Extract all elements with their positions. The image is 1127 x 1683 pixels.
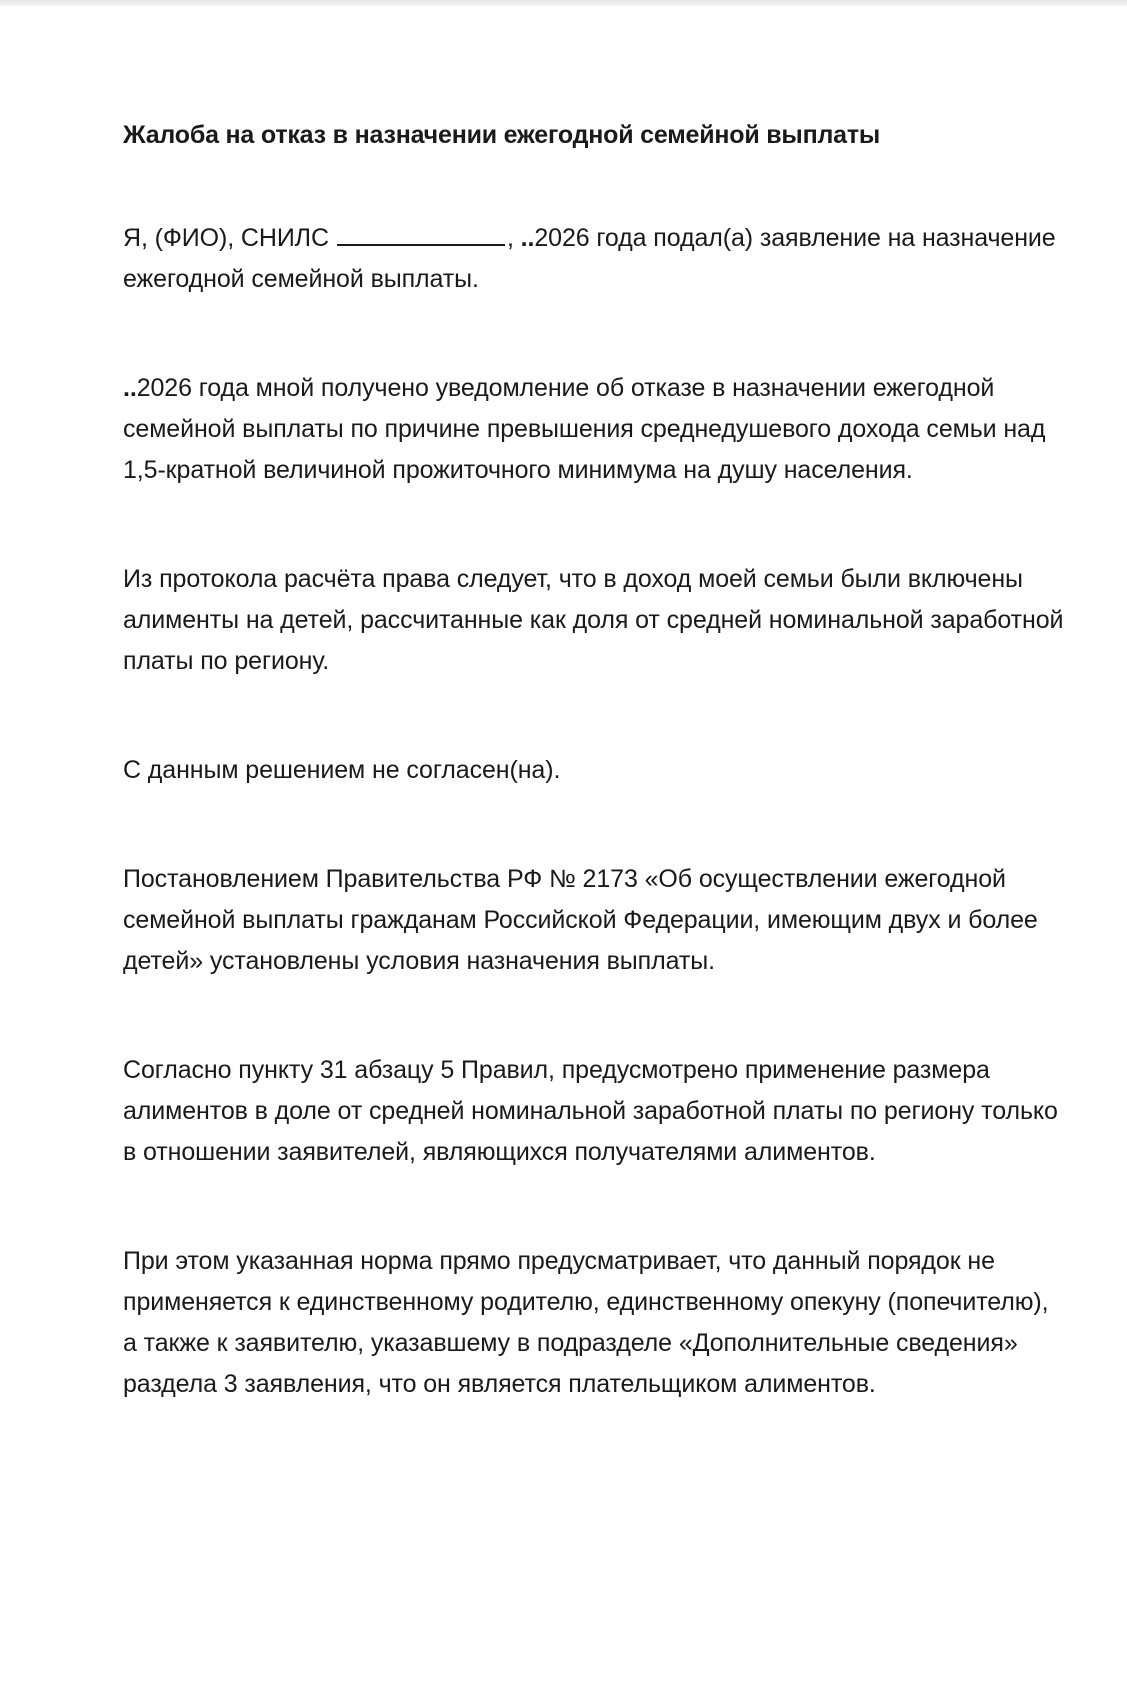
top-divider bbox=[0, 0, 1127, 6]
paragraph-exception: При этом указанная норма прямо предусматривает, что данный порядок не применяется к единственному родителю, единственному опекуну (попечителю), а также к заявителю, указавшему в подразделе «Дополнительные сведения» раздела 3 заявления, что он является плательщиком алиментов. bbox=[123, 1247, 1049, 1398]
date-placeholder-dots: .. bbox=[520, 224, 535, 252]
refusal-text: 2026 года мной получено уведомление об отказе в назначении ежегодной семейной выплаты по причине превышения среднедушевого дохода семьи над 1,5-кратной величиной прожиточного минимума на душу населения. bbox=[123, 374, 1046, 484]
applicant-intro: Я, (ФИО), СНИЛС bbox=[123, 224, 329, 252]
snils-blank-field bbox=[337, 218, 505, 246]
document-body bbox=[123, 118, 1068, 1405]
paragraph-application: Я, (ФИО), СНИЛС , ..2026 года подал(а) заявление на назначение ежегодной семейной выплаты. bbox=[123, 218, 1068, 300]
date-placeholder-dots: .. bbox=[123, 374, 137, 402]
paragraph-refusal bbox=[123, 368, 1068, 491]
paragraph-decree: Постановлением Правительства РФ № 2173 «Об осуществлении ежегодной семейной выплаты гражданам Российской Федерации, имеющим двух и более детей» установлены условия назначения выплаты. bbox=[123, 865, 1038, 975]
application-text: 2026 года подал(а) заявление на назначение ежегодной семейной выплаты. bbox=[123, 224, 1056, 293]
paragraph-disagreement: С данным решением не согласен(на). bbox=[123, 756, 561, 784]
document-title: Жалоба на отказ в назначении ежегодной семейной выплаты bbox=[123, 121, 881, 149]
paragraph-rules-clause: Согласно пункту 31 абзацу 5 Правил, предусмотрено применение размера алиментов в доле от средней номинальной заработной платы по региону только в отношении заявителей, являющихся получателями алиментов. bbox=[123, 1056, 1058, 1166]
paragraph-protocol: Из протокола расчёта права следует, что в доход моей семьи были включены алименты на детей, рассчитанные как доля от средней номинальной заработной платы по региону. bbox=[123, 565, 1064, 675]
